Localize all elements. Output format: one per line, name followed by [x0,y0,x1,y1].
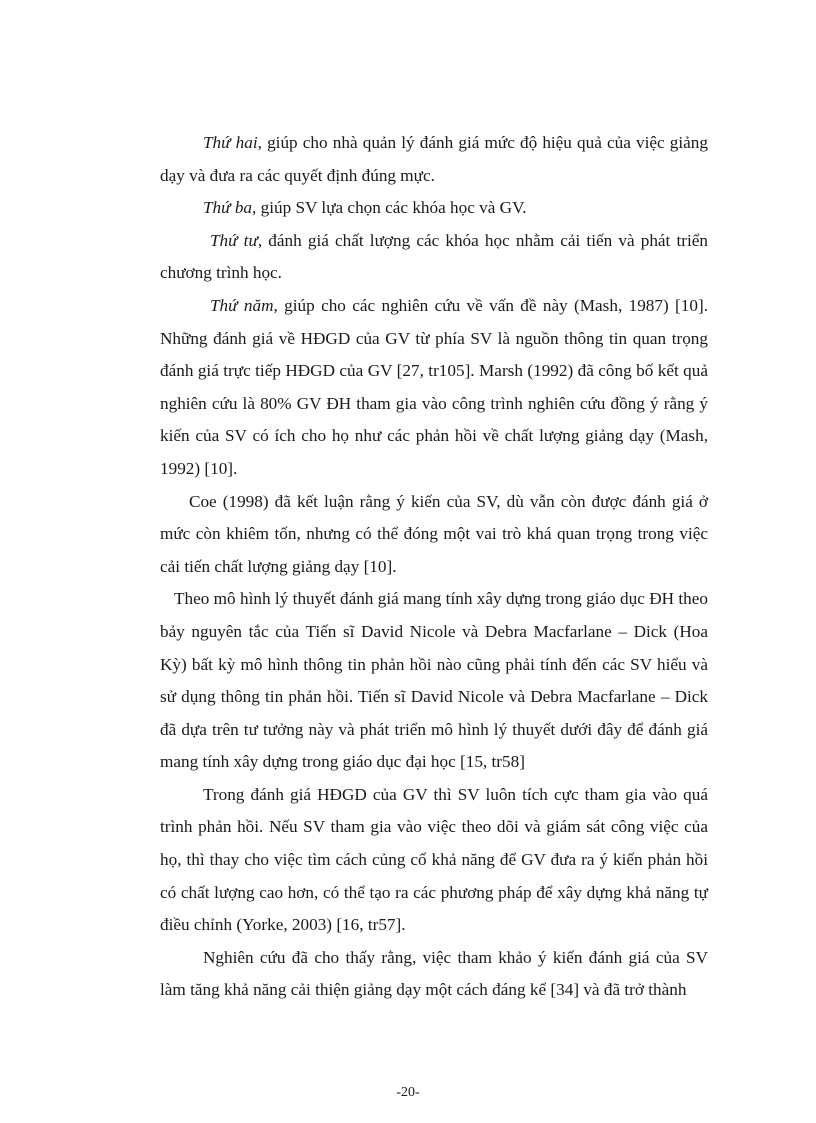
paragraph-thu-ba [160,192,708,225]
paragraph-lead: Thứ năm [210,295,274,315]
paragraph-text: giúp SV lựa chọn các khóa học và GV. [256,198,527,218]
paragraph-lead: Thứ hai [203,133,258,152]
body-text [160,127,708,1007]
paragraph-text: , giúp cho nhà quản lý đánh giá mức độ hiệu quả của việc giảng dạy và đưa ra các quyết định đúng mực. [160,133,708,185]
paragraph-text: , giúp cho các nghiên cứu về vấn đề này (Mash, 1987) [10]. Những đánh giá về HĐGD của GV từ phía SV là nguồn thông tin quan trọng đánh giá trực tiếp HĐGD của GV [27, tr105]. Marsh (1992) đã công bố kết quả nghiên cứu là 80% GV ĐH tham gia vào công trình nghiên cứu đồng ý rằng ý kiến của SV có ích cho họ như các phản hồi về chất lượng giảng dạy (Mash, 1992) [10]. [160,295,708,478]
paragraph-coe: Coe (1998) đã kết luận rằng ý kiến của SV, dù vẫn còn được đánh giá ở mức còn khiêm tốn, nhưng có thể đóng một vai trò khá quan trọng trong việc cải tiến chất lượng giảng dạy [10]. [160,491,708,576]
paragraph-thu-nam [160,290,708,486]
page-number: -20- [396,1085,420,1100]
paragraph-trong-danh-gia: Trong đánh giá HĐGD của GV thì SV luôn tích cực tham gia vào quá trình phản hồi. Nếu SV tham gia vào việc theo dõi và giám sát công việc của họ, thì thay cho việc tìm cách củng cố khả năng để GV đưa ra ý kiến phản hồi có chất lượng cao hơn, có thể tạo ra các phương pháp để xây dựng khả năng tự điều chỉnh (Yorke, 2003) [16, tr57]. [160,784,708,935]
paragraph-text: , đánh giá chất lượng các khóa học nhằm cải tiến và phát triển chương trình học. [160,230,708,283]
paragraph-theo-mo-hinh: Theo mô hình lý thuyết đánh giá mang tính xây dựng trong giáo dục ĐH theo bảy nguyên tắc của Tiến sĩ David Nicole và Debra Macfarlane – Dick (Hoa Kỳ) bất kỳ mô hình thông tin phản hồi nào cũng phải tính đến các SV hiểu và sử dụng thông tin phản hồi. Tiến sĩ David Nicole và Debra Macfarlane – Dick đã dựa trên tư tưởng này và phát triển mô hình lý thuyết dưới đây để đánh giá mang tính xây dựng trong giáo dục đại học [15, tr58] [160,589,708,772]
paragraph-thu-hai [160,127,708,192]
paragraph-lead: Thứ tư [210,230,258,250]
paragraph-thu-tu [160,225,708,290]
paragraph-nghien-cuu: Nghiên cứu đã cho thấy rằng, việc tham khảo ý kiến đánh giá của SV làm tăng khả năng cải thiện giảng dạy một cách đáng kể [34] và đã trở thành [160,947,708,1000]
paragraph-lead: Thứ ba, [203,198,257,218]
